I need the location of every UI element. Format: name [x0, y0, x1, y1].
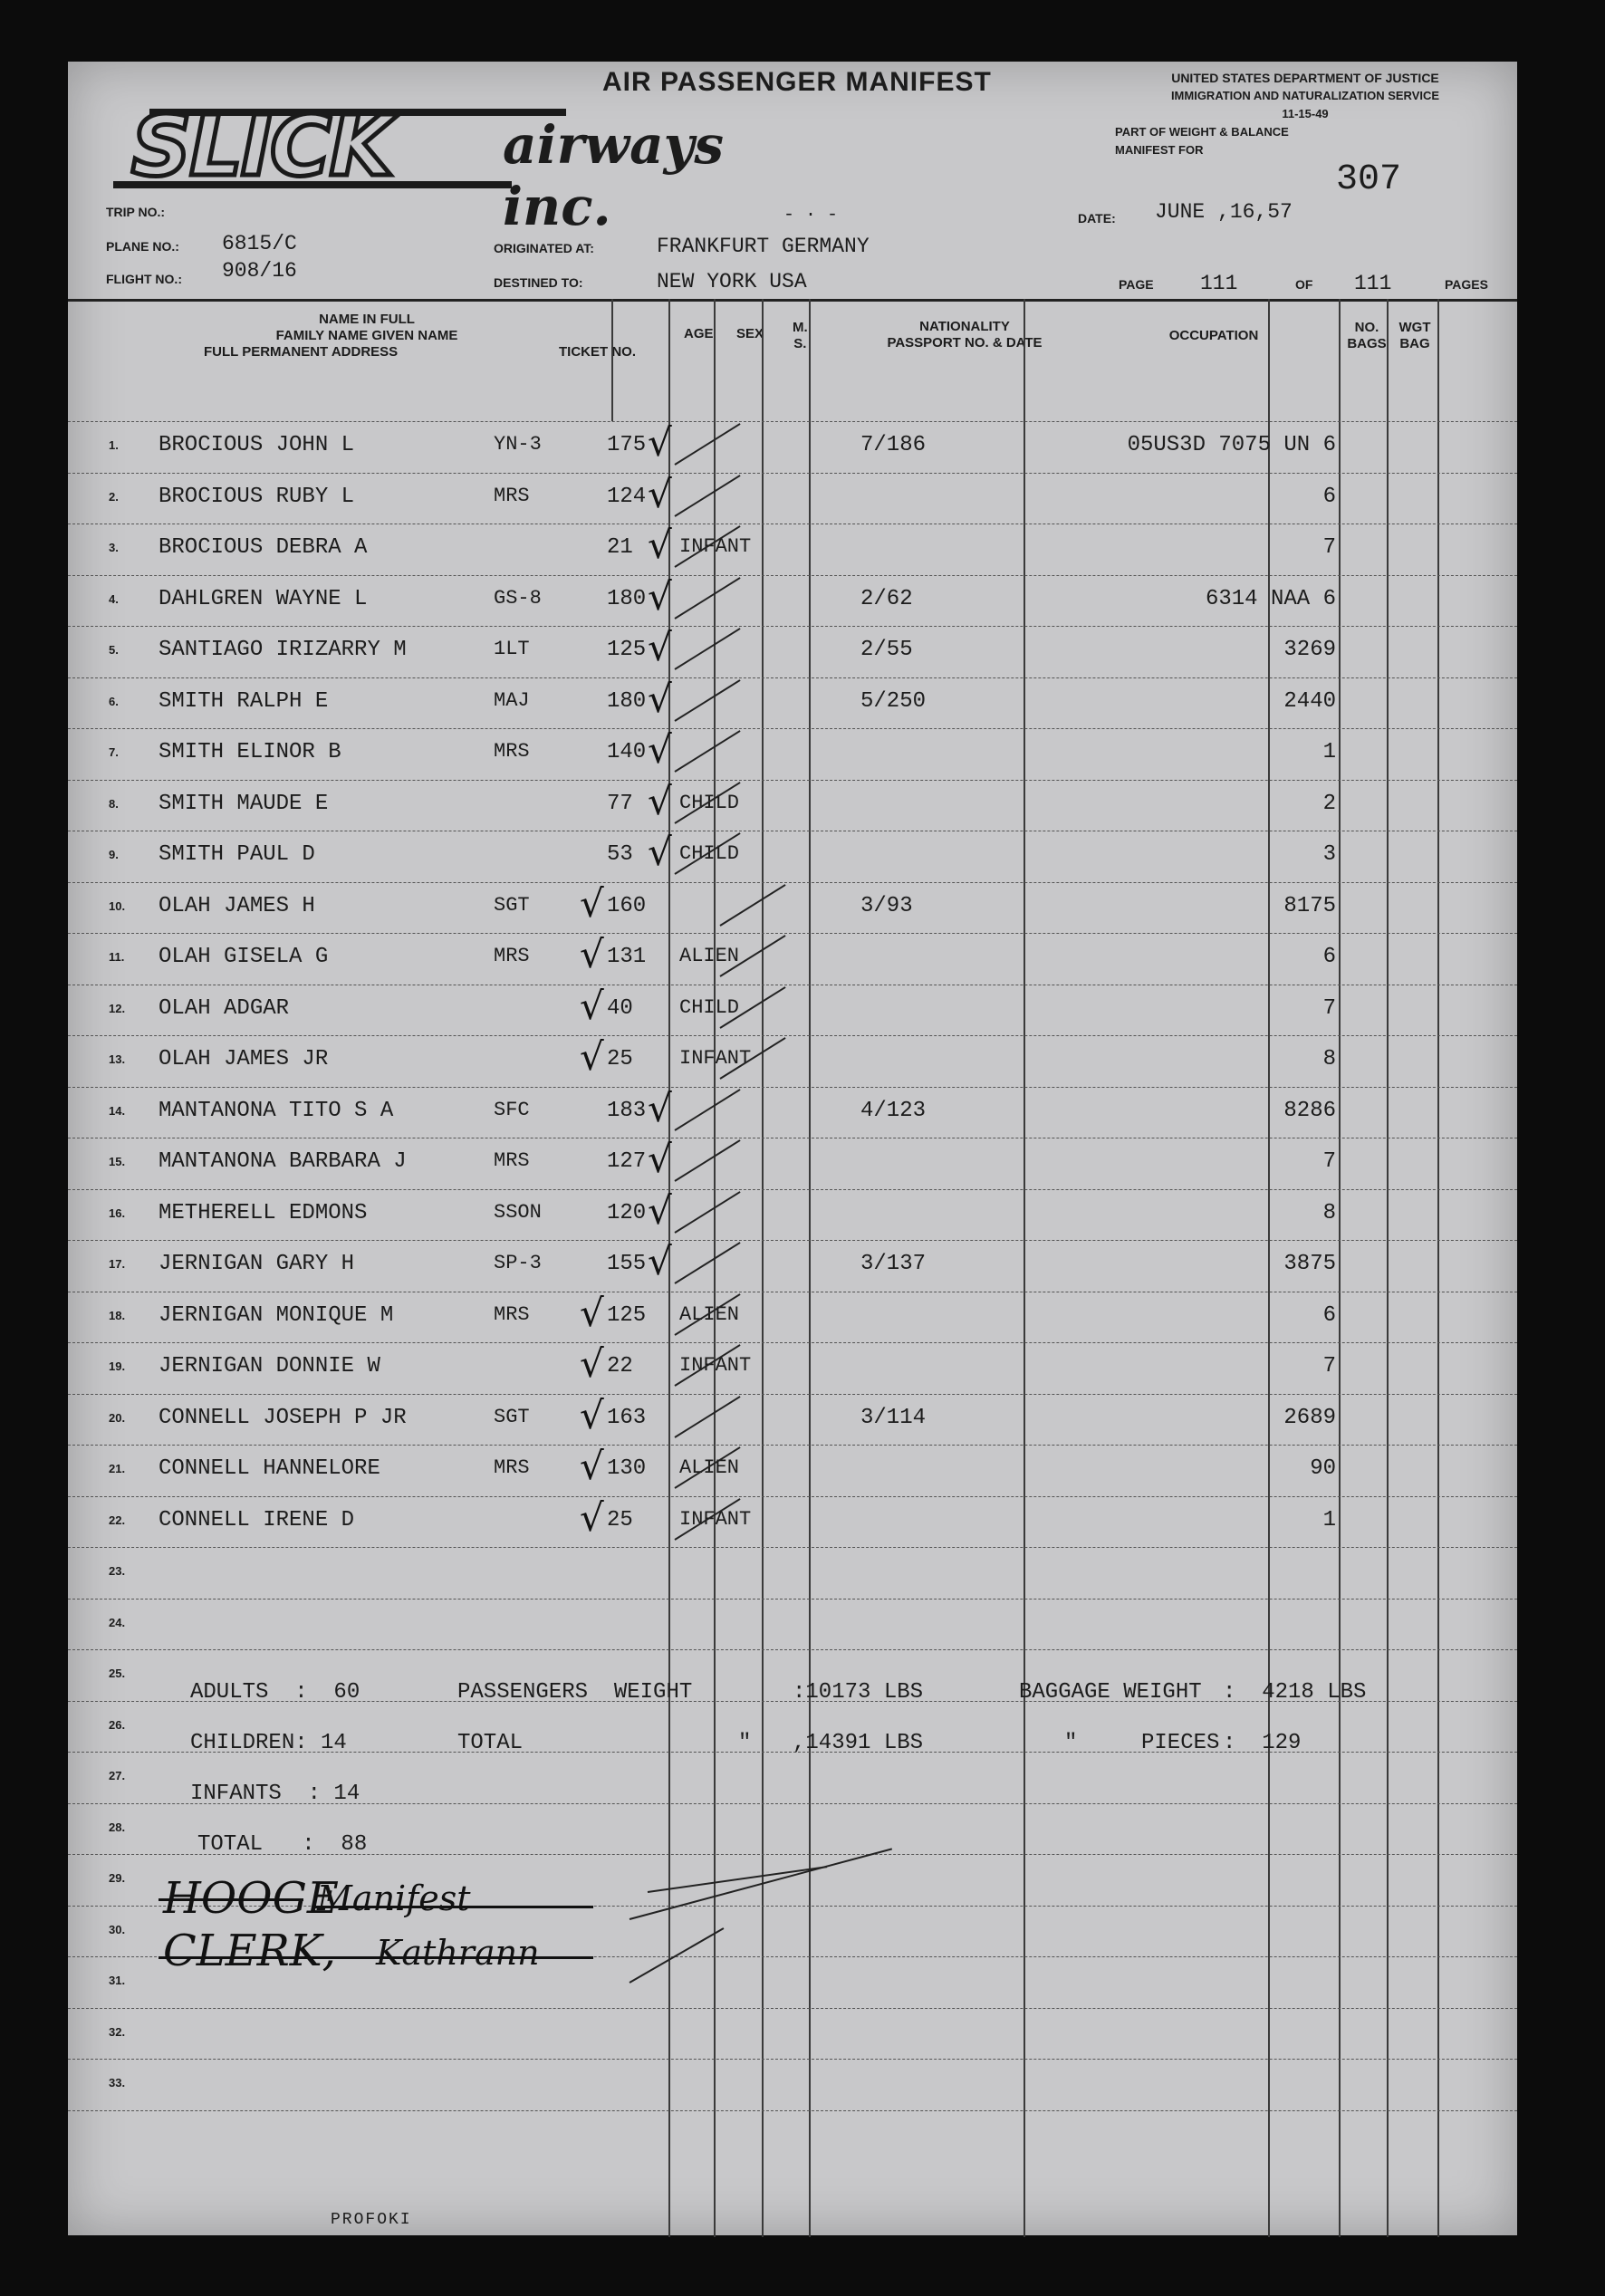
- row-number: 31.: [109, 1974, 126, 1987]
- passenger-rank: SGT: [494, 1405, 530, 1428]
- passport-info: 2/55: [860, 638, 913, 662]
- row-number: 19.: [109, 1359, 126, 1373]
- date-label: DATE:: [1078, 211, 1116, 226]
- of-value: 111: [1354, 272, 1392, 295]
- row-number: 18.: [109, 1308, 126, 1322]
- table-row: [68, 1494, 1517, 1544]
- occupation-value: 2440: [1283, 688, 1336, 714]
- destined-label: DESTINED TO:: [494, 275, 583, 290]
- row-rule: [68, 1240, 1517, 1241]
- page-value: 111: [1200, 272, 1238, 295]
- check-stroke: [674, 1139, 740, 1182]
- age-status: CHILD: [679, 995, 740, 1019]
- originated-label: ORIGINATED AT:: [494, 241, 594, 255]
- row-rule: [68, 421, 1517, 422]
- ticket-number: 130: [607, 1456, 647, 1481]
- passenger-rank: YN-3: [494, 433, 542, 456]
- passport-info: 3/93: [860, 893, 913, 918]
- table-row: [68, 523, 1517, 572]
- ticket-number: 77: [607, 791, 633, 816]
- ticket-number: 160: [607, 893, 647, 918]
- age-status: CHILD: [679, 842, 740, 865]
- total-adults: ADULTS : 60: [190, 1680, 360, 1705]
- row-number: 12.: [109, 1001, 126, 1015]
- table-row: [68, 880, 1517, 930]
- check-stroke: [674, 475, 740, 517]
- age-status: INFANT: [679, 535, 752, 558]
- row-rule: [68, 1547, 1517, 1548]
- agency-name: UNITED STATES DEPARTMENT OF JUSTICE: [1171, 71, 1439, 85]
- passenger-name: MANTANONA BARBARA J: [159, 1149, 407, 1174]
- ticket-number: 125: [607, 638, 647, 662]
- passenger-rank: MRS: [494, 945, 530, 967]
- table-row: [68, 573, 1517, 623]
- row-number: 2.: [109, 489, 119, 504]
- pages-label: PAGES: [1445, 277, 1488, 292]
- row-number: 17.: [109, 1257, 126, 1271]
- row-number: 26.: [109, 1717, 126, 1732]
- occupation-value: 3: [1322, 842, 1336, 867]
- check-mark: √: [648, 1085, 672, 1130]
- col-name-header: NAME IN FULL FAMILY NAME GIVEN NAME FULL PERMANENT ADDRESS: [204, 312, 458, 360]
- col-sex-header: SEX: [736, 326, 764, 341]
- row-number: 1.: [109, 438, 119, 452]
- ticket-number: 183: [607, 1098, 647, 1123]
- check-stroke: [674, 628, 740, 670]
- table-row: [68, 778, 1517, 828]
- check-mark: √: [580, 880, 604, 926]
- originated-value: FRANKFURT GERMANY: [657, 235, 870, 258]
- row-number: 28.: [109, 1820, 126, 1834]
- check-mark: √: [648, 625, 672, 669]
- table-row: [68, 1392, 1517, 1442]
- passenger-rank: SFC: [494, 1098, 530, 1121]
- row-rule: [68, 882, 1517, 883]
- passenger-name: SMITH MAUDE E: [159, 791, 329, 816]
- agency-block: [1097, 69, 1514, 159]
- total-weight-value: ,14391 LBS: [793, 1731, 924, 1755]
- manifest-sheet: [68, 62, 1517, 2235]
- row-number: 33.: [109, 2076, 126, 2089]
- occupation-value: 3875: [1283, 1252, 1336, 1276]
- table-row: [68, 625, 1517, 674]
- row-number: 14.: [109, 1103, 126, 1118]
- row-rule: [68, 626, 1517, 627]
- row-rule: [68, 1599, 1517, 1600]
- ticket-number: 127: [607, 1149, 647, 1174]
- occupation-value: 6: [1322, 945, 1336, 969]
- ticket-number: 120: [607, 1200, 647, 1225]
- table-row: [68, 830, 1517, 879]
- row-number: 9.: [109, 848, 119, 861]
- check-mark: √: [648, 1239, 672, 1283]
- manifest-number: 307: [1336, 159, 1402, 200]
- row-rule: [68, 1087, 1517, 1088]
- pieces-ditto: ": [1064, 1731, 1078, 1755]
- ticket-number: 180: [607, 586, 647, 611]
- ticket-number: 22: [607, 1354, 633, 1379]
- passenger-name: BROCIOUS RUBY L: [159, 484, 355, 509]
- check-mark: √: [580, 1341, 604, 1386]
- page-label: PAGE: [1119, 277, 1154, 292]
- occupation-value: 6: [1322, 484, 1336, 509]
- footer-text: PROFOKI: [331, 2211, 412, 2229]
- ticket-number: 155: [607, 1252, 647, 1276]
- occupation-value: 1: [1322, 1507, 1336, 1532]
- table-row: [68, 1085, 1517, 1135]
- occupation-value: 7: [1322, 1354, 1336, 1379]
- row-rule: [68, 1342, 1517, 1343]
- passenger-name: METHERELL EDMONS: [159, 1200, 368, 1225]
- logo-subtitle: airways inc.: [503, 114, 725, 237]
- signature-clerk: CLERK,: [163, 1926, 336, 1976]
- passport-info: 4/123: [860, 1098, 927, 1123]
- passenger-name: SMITH ELINOR B: [159, 740, 341, 764]
- passengers-weight-label: PASSENGERS WEIGHT: [457, 1680, 693, 1705]
- table-row: [68, 1290, 1517, 1340]
- row-rule: [68, 1035, 1517, 1036]
- flight-label: FLIGHT NO.:: [106, 272, 182, 286]
- form-title: AIR PASSENGER MANIFEST: [602, 67, 992, 97]
- age-status: INFANT: [679, 1507, 752, 1531]
- occupation-value: 8: [1322, 1047, 1336, 1071]
- logo-wordmark: SLICK: [131, 98, 392, 195]
- table-row: [68, 1137, 1517, 1186]
- total-infants: INFANTS : 14: [190, 1782, 360, 1806]
- check-stroke: [674, 1242, 740, 1284]
- ticket-number: 180: [607, 688, 647, 714]
- ticket-number: 40: [607, 995, 633, 1021]
- table-row: [68, 1239, 1517, 1288]
- passport-info: 7/186: [860, 433, 927, 457]
- passenger-name: BROCIOUS JOHN L: [159, 433, 355, 457]
- col-ms-header: M. S.: [793, 320, 808, 351]
- table-row: [68, 1187, 1517, 1237]
- occupation-value: 8175: [1283, 893, 1336, 918]
- row-number: 29.: [109, 1871, 126, 1885]
- check-stroke: [674, 679, 740, 722]
- check-mark: √: [648, 778, 672, 823]
- occupation-value: 6: [1322, 1302, 1336, 1328]
- occupation-value: 3269: [1283, 638, 1336, 662]
- passenger-name: OLAH GISELA G: [159, 945, 329, 969]
- row-number: 15.: [109, 1155, 126, 1168]
- ticket-number: 131: [607, 945, 647, 969]
- passenger-rank: SGT: [494, 893, 530, 917]
- passenger-rank: SSON: [494, 1200, 542, 1224]
- ticket-number: 124: [607, 484, 647, 509]
- row-number: 30.: [109, 1922, 126, 1936]
- check-mark: √: [648, 830, 672, 874]
- pieces-label: PIECES: [1141, 1731, 1220, 1755]
- passenger-name: SMITH PAUL D: [159, 842, 315, 867]
- table-row: [68, 1444, 1517, 1493]
- row-rule: [68, 1445, 1517, 1446]
- ticket-number: 53: [607, 842, 633, 867]
- age-status: INFANT: [679, 1354, 752, 1377]
- passport-info: 3/137: [860, 1252, 927, 1276]
- row-number: 32.: [109, 2024, 126, 2039]
- row-number: 13.: [109, 1052, 126, 1066]
- passenger-rank: MRS: [494, 740, 530, 763]
- passenger-name: JERNIGAN DONNIE W: [159, 1354, 380, 1379]
- check-mark: √: [648, 420, 672, 465]
- check-mark: √: [580, 1444, 604, 1488]
- age-status: ALIEN: [679, 945, 740, 967]
- ticket-number: 21: [607, 535, 633, 560]
- occupation-value: 6314 NAA 6: [1205, 586, 1336, 611]
- baggage-weight-value: : 4218 LBS: [1223, 1680, 1367, 1705]
- ticket-number: 25: [607, 1507, 633, 1532]
- total-passengers: TOTAL : 88: [197, 1832, 368, 1857]
- table-row: [68, 420, 1517, 469]
- occupation-value: 8286: [1283, 1098, 1336, 1123]
- plane-label: PLANE NO.:: [106, 239, 179, 254]
- passenger-name: DAHLGREN WAYNE L: [159, 586, 368, 611]
- col-wgt-header: WGT BAG: [1398, 320, 1431, 351]
- check-mark: √: [648, 727, 672, 772]
- row-rule: [68, 2008, 1517, 2009]
- table-row: [68, 471, 1517, 521]
- occupation-value: 7: [1322, 535, 1336, 560]
- table-row: [68, 727, 1517, 776]
- table-row: [68, 1034, 1517, 1083]
- total-weight-ditto: ": [738, 1731, 752, 1755]
- table-row: [68, 1341, 1517, 1390]
- row-number: 25.: [109, 1667, 126, 1680]
- row-rule: [68, 473, 1517, 474]
- col-occupation-header: OCCUPATION: [1168, 328, 1259, 343]
- age-status: ALIEN: [679, 1302, 740, 1326]
- signature-struck-2: Kathrann: [376, 1933, 540, 1973]
- passenger-rank: GS-8: [494, 586, 542, 610]
- check-stroke: [719, 884, 785, 927]
- check-stroke: [674, 1089, 740, 1131]
- check-stroke: [674, 1191, 740, 1234]
- row-number: 21.: [109, 1462, 126, 1475]
- check-mark: √: [580, 983, 604, 1028]
- trip-label: TRIP NO.:: [106, 205, 166, 219]
- occupation-value: 90: [1310, 1456, 1336, 1481]
- check-mark: √: [580, 1290, 604, 1335]
- row-number: 7.: [109, 745, 119, 759]
- row-number: 8.: [109, 796, 119, 811]
- occupation-value: 1: [1322, 740, 1336, 764]
- row-rule: [68, 1649, 1517, 1650]
- date-value: JUNE ,16,57: [1155, 200, 1293, 224]
- ticket-number: 175: [607, 433, 647, 457]
- destined-value: NEW YORK USA: [657, 270, 807, 293]
- occupation-value: 2: [1322, 791, 1336, 816]
- col-age-header: AGE: [684, 326, 714, 341]
- passenger-rank: SP-3: [494, 1252, 542, 1274]
- passengers-weight-value: :10173 LBS: [793, 1680, 924, 1705]
- table-row: [68, 932, 1517, 981]
- row-rule: [68, 2110, 1517, 2111]
- baggage-weight-label: BAGGAGE WEIGHT: [1019, 1680, 1202, 1705]
- row-number: 16.: [109, 1206, 126, 1220]
- check-mark: √: [648, 573, 672, 619]
- passenger-rank: MRS: [494, 1149, 530, 1172]
- occupation-value: 05US3D 7075 UN 6: [1127, 433, 1336, 457]
- passenger-rank: MRS: [494, 1302, 530, 1326]
- passenger-name: OLAH JAMES JR: [159, 1047, 329, 1071]
- passenger-name: OLAH ADGAR: [159, 995, 290, 1021]
- dash-mark: - · -: [783, 205, 839, 226]
- row-rule: [68, 1189, 1517, 1190]
- check-stroke: [674, 1396, 740, 1438]
- col-nationality-header: NATIONALITY PASSPORT NO. & DATE: [887, 319, 1043, 351]
- row-number: 24.: [109, 1615, 126, 1629]
- signature-struck-1: Manifest: [317, 1878, 471, 1918]
- agency-form-date: 11-15-49: [1282, 107, 1329, 120]
- row-number: 5.: [109, 643, 119, 657]
- row-number: 6.: [109, 694, 119, 708]
- check-stroke: [674, 577, 740, 620]
- row-number: 11.: [109, 950, 125, 964]
- row-rule: [68, 677, 1517, 678]
- table-row: [68, 983, 1517, 1033]
- col-ticket-header: TICKET NO.: [559, 344, 636, 360]
- agency-weight-balance: PART OF WEIGHT & BALANCE: [1115, 125, 1289, 139]
- plane-value: 6815/C: [222, 232, 297, 255]
- age-status: CHILD: [679, 791, 740, 814]
- pieces-value: : 129: [1223, 1731, 1302, 1755]
- row-rule: [68, 780, 1517, 781]
- row-number: 10.: [109, 898, 126, 913]
- ticket-number: 140: [607, 740, 647, 764]
- ticket-number: 163: [607, 1405, 647, 1430]
- age-status: INFANT: [679, 1047, 752, 1070]
- ticket-number: 25: [607, 1047, 633, 1071]
- check-mark: √: [648, 1187, 672, 1233]
- row-number: 27.: [109, 1769, 126, 1782]
- passenger-rank: 1LT: [494, 638, 530, 660]
- check-mark: √: [648, 1137, 672, 1181]
- passenger-name: JERNIGAN MONIQUE M: [159, 1302, 394, 1328]
- passport-info: 3/114: [860, 1405, 927, 1430]
- passenger-name: CONNELL IRENE D: [159, 1507, 355, 1532]
- check-mark: √: [580, 1034, 604, 1079]
- age-status: ALIEN: [679, 1456, 740, 1479]
- occupation-value: 7: [1322, 1149, 1336, 1174]
- passenger-rank: MRS: [494, 484, 530, 507]
- row-number: 4.: [109, 591, 119, 606]
- passport-info: 5/250: [860, 688, 927, 714]
- agency-service: IMMIGRATION AND NATURALIZATION SERVICE: [1170, 89, 1440, 102]
- check-mark: √: [648, 471, 672, 516]
- total-children: CHILDREN: 14: [190, 1731, 347, 1755]
- row-number: 3.: [109, 541, 119, 554]
- occupation-value: 7: [1322, 995, 1336, 1021]
- occupation-value: 2689: [1283, 1405, 1336, 1430]
- occupation-value: 8: [1322, 1200, 1336, 1225]
- passenger-name: MANTANONA TITO S A: [159, 1098, 394, 1123]
- of-label: OF: [1295, 277, 1313, 292]
- passenger-name: BROCIOUS DEBRA A: [159, 535, 368, 560]
- ticket-number: 125: [607, 1302, 647, 1328]
- check-stroke: [674, 730, 740, 773]
- passenger-name: OLAH JAMES H: [159, 893, 315, 918]
- row-number: 23.: [109, 1564, 126, 1578]
- row-rule: [68, 2059, 1517, 2060]
- passenger-name: CONNELL HANNELORE: [159, 1456, 380, 1481]
- col-bags-header: NO. BAGS: [1347, 320, 1387, 351]
- check-mark: √: [648, 523, 672, 567]
- passenger-rank: MRS: [494, 1456, 530, 1479]
- passenger-name: SANTIAGO IRIZARRY M: [159, 638, 407, 662]
- passenger-name: JERNIGAN GARY H: [159, 1252, 355, 1276]
- row-rule: [68, 728, 1517, 729]
- row-rule: [68, 1496, 1517, 1497]
- flight-value: 908/16: [222, 259, 297, 283]
- row-number: 20.: [109, 1410, 126, 1425]
- passport-info: 2/62: [860, 586, 913, 611]
- check-mark: √: [580, 1494, 604, 1540]
- check-mark: √: [580, 1392, 604, 1437]
- check-mark: √: [580, 932, 604, 976]
- check-mark: √: [648, 676, 672, 721]
- passenger-name: SMITH RALPH E: [159, 688, 329, 714]
- passenger-rank: MAJ: [494, 688, 530, 712]
- row-rule: [68, 1394, 1517, 1395]
- row-rule: [68, 575, 1517, 576]
- signature-hooge: HOOGE: [163, 1873, 339, 1924]
- agency-manifest-for: MANIFEST FOR: [1115, 143, 1204, 157]
- table-row: [68, 676, 1517, 725]
- total-weight-label: TOTAL: [457, 1731, 524, 1755]
- row-rule: [68, 933, 1517, 934]
- passenger-name: CONNELL JOSEPH P JR: [159, 1405, 407, 1430]
- check-stroke: [674, 423, 740, 466]
- row-number: 22.: [109, 1513, 126, 1527]
